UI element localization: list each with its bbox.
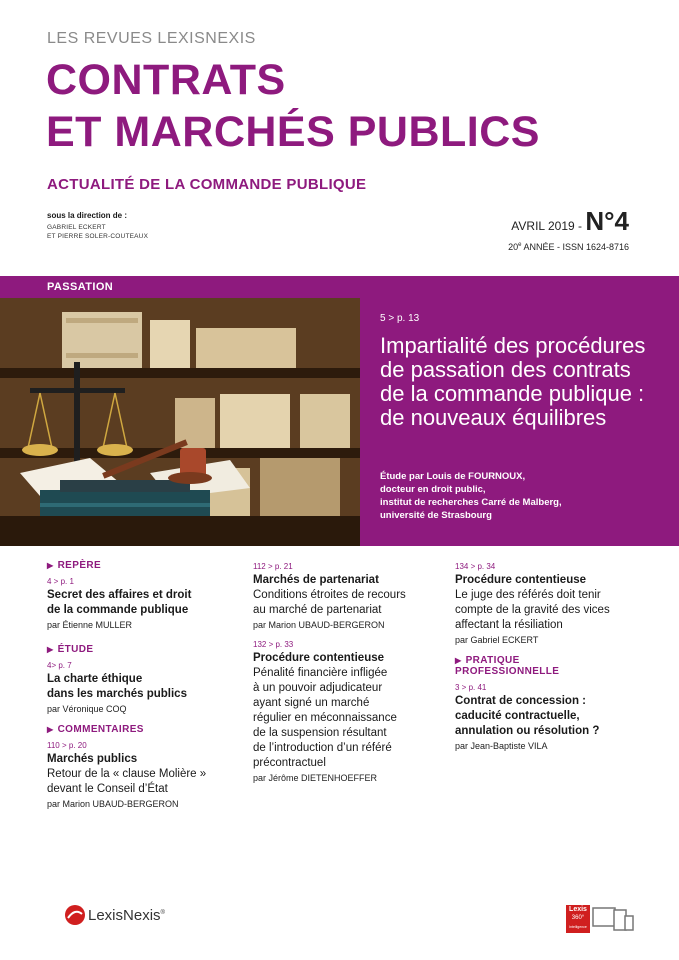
byline-line: docteur en droit public, <box>380 484 486 495</box>
badge-line: Intelligence <box>569 925 587 929</box>
article-author: par Étienne MULLER <box>47 620 133 630</box>
article-author: par Marion UBAUD-BERGERON <box>47 799 179 809</box>
journal-subtitle: ACTUALITÉ DE LA COMMANDE PUBLIQUE <box>47 176 367 193</box>
page-ref: 134 > p. 34 <box>455 562 496 571</box>
issue-year-issn <box>508 242 629 252</box>
journal-title-line1: CONTRATS <box>46 56 286 104</box>
article-desc: au marché de partenariat <box>253 604 382 616</box>
badge-line: Lexis <box>569 906 587 913</box>
page-ref: 132 > p. 33 <box>253 640 294 649</box>
journal-title-line2: ET MARCHÉS PUBLICS <box>46 108 540 156</box>
feature-headline: Impartialité des procédures de passation des contrats de la commande publique : de nouveaux équilibres <box>380 333 646 430</box>
director-name: GABRIEL ECKERT <box>47 224 106 231</box>
article-title: de la commande publique <box>47 604 189 616</box>
article-desc: de l’introduction d’un référé <box>253 742 392 754</box>
section-head-pratique-line2: PROFESSIONNELLE <box>455 666 560 677</box>
article-title: Marchés publics <box>47 753 138 765</box>
page-ref: 4 > p. 1 <box>47 577 74 586</box>
issue-number: N°4 <box>585 206 629 236</box>
article-desc: Pénalité financière infligée <box>253 667 388 679</box>
section-head-pratique: ▶ PRATIQUE <box>455 655 655 666</box>
section-head-etude: ▶ ÉTUDE <box>47 644 237 655</box>
devices-icon <box>592 907 634 938</box>
article-desc: de la suspension résultant <box>253 727 387 739</box>
article-author: par Jérôme DIETENHOEFFER <box>253 773 378 783</box>
publisher-name: LexisNexis <box>88 907 161 924</box>
article-title: annulation ou résolution ? <box>455 725 600 737</box>
page-ref: 3 > p. 41 <box>455 683 487 692</box>
article-title: Contrat de concession : <box>455 695 586 707</box>
column-3 <box>455 562 655 761</box>
article-desc: affectant la résiliation <box>455 619 563 631</box>
section-head-repere: ▶ REPÈRE <box>47 560 237 571</box>
publisher-logo <box>88 907 165 924</box>
direction-label: sous la direction de : <box>47 211 128 220</box>
article-desc: Retour de la « clause Molière » <box>47 768 207 780</box>
article-author: par Véronique COQ <box>47 704 127 714</box>
lexisnexis-logo-icon <box>64 904 86 931</box>
article-desc: précontractuel <box>253 757 326 769</box>
page-ref: 4> p. 7 <box>47 661 72 670</box>
byline-line: institut de recherches Carré de Malberg, <box>380 497 562 508</box>
article-title: Marchés de partenariat <box>253 574 379 586</box>
article-desc: Conditions étroites de recours <box>253 589 406 601</box>
issue-date: AVRIL 2019 - <box>511 219 583 233</box>
byline-line: université de Strasbourg <box>380 510 492 521</box>
feature-page-ref: 5 > p. 13 <box>380 313 420 324</box>
article-desc: devant le Conseil d’État <box>47 783 168 795</box>
section-head-commentaires: ▶ COMMENTAIRES <box>47 724 237 735</box>
issue-info <box>511 206 629 237</box>
article-author: par Jean-Baptiste VILA <box>455 741 548 751</box>
page-ref: 110 > p. 20 <box>47 741 87 750</box>
article-title: dans les marchés publics <box>47 688 187 700</box>
article-title: La charte éthique <box>47 673 143 685</box>
year-number: 20 <box>508 242 519 252</box>
article-desc: compte de la gravité des vices <box>455 604 610 616</box>
article-title: caducité contractuelle, <box>455 710 580 722</box>
page-ref: 112 > p. 21 <box>253 562 293 571</box>
article-author: par Gabriel ECKERT <box>455 635 539 645</box>
article-desc: Le juge des référés doit tenir <box>455 589 601 601</box>
badge-line: 360° <box>571 915 585 921</box>
article-author: par Marion UBAUD-BERGERON <box>253 620 385 630</box>
justice-scale-illustration <box>0 298 360 546</box>
series-label: LES REVUES LEXISNEXIS <box>47 30 256 47</box>
year-suffix: e <box>518 242 522 248</box>
byline-author: Étude par Louis de FOURNOUX, <box>380 471 526 482</box>
article-desc: ayant signé un marché <box>253 697 370 709</box>
article-desc: à un pouvoir adjudicateur <box>253 682 383 694</box>
article-desc: régulier en méconnaissance <box>253 712 397 724</box>
registered-mark: ® <box>160 910 165 916</box>
article-title: Secret des affaires et droit <box>47 589 192 601</box>
column-1 <box>47 560 237 819</box>
feature-byline <box>380 470 660 522</box>
lexis360-badge <box>566 905 590 933</box>
cover-illustration <box>0 298 360 546</box>
year-issn-text: ANNÉE - ISSN 1624-8716 <box>521 242 629 252</box>
section-label: PASSATION <box>47 281 114 293</box>
column-2 <box>253 562 443 793</box>
article-title: Procédure contentieuse <box>455 574 587 586</box>
article-title: Procédure contentieuse <box>253 652 385 664</box>
director-name: ET PIERRE SOLER-COUTEAUX <box>47 233 149 240</box>
